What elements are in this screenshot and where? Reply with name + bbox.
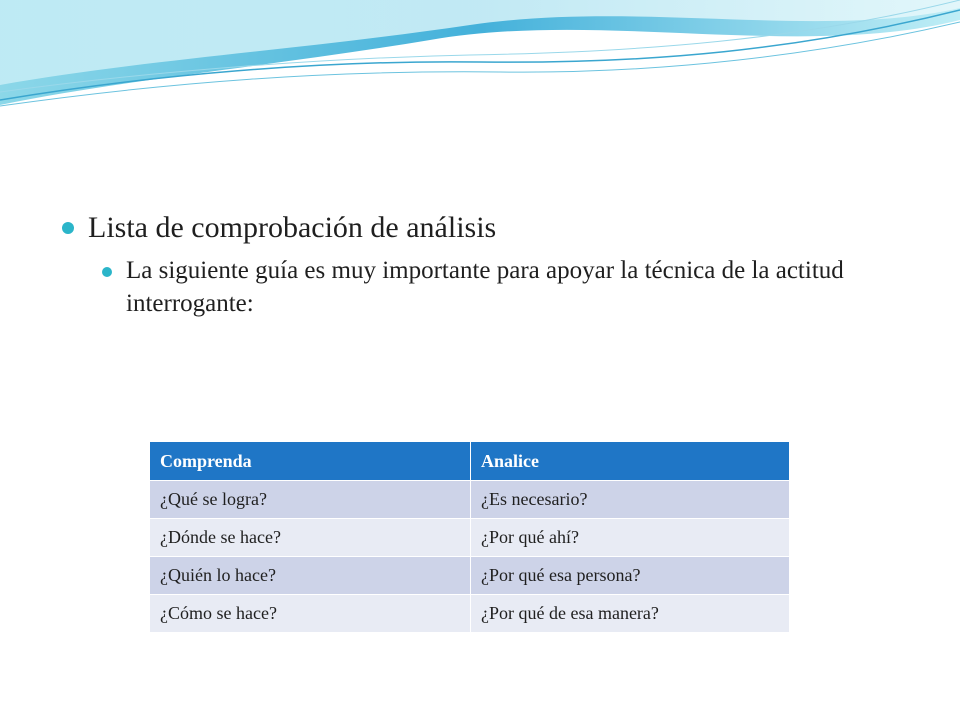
column-header-comprenda: Comprenda (150, 442, 471, 481)
table-cell: ¿Qué se logra? (150, 481, 471, 519)
table-header-row (150, 442, 790, 481)
table-cell: ¿Dónde se hace? (150, 519, 471, 557)
table-cell: ¿Quién lo hace? (150, 557, 471, 595)
table-cell: ¿Por qué de esa manera? (471, 595, 790, 633)
bullet-item-main (62, 208, 882, 248)
table-cell: ¿Cómo se hace? (150, 595, 471, 633)
bullet-main-text: Lista de comprobación de análisis (88, 211, 497, 244)
table-cell: ¿Por qué ahí? (471, 519, 790, 557)
table-row (150, 481, 790, 519)
table-row (150, 519, 790, 557)
table-cell: ¿Por qué esa persona? (471, 557, 790, 595)
bullet-dot-icon (102, 267, 112, 277)
bullet-item-sub (102, 254, 882, 320)
bullet-sub-text: La siguiente guía es muy importante para apoyar la técnica de la actitud interrogante: (126, 257, 844, 317)
bullet-dot-icon (62, 222, 74, 234)
analysis-checklist-table (150, 442, 790, 632)
column-header-analice: Analice (471, 442, 790, 481)
header-wave-decoration (0, 0, 960, 120)
table-row (150, 557, 790, 595)
table-row (150, 595, 790, 633)
table-cell: ¿Es necesario? (471, 481, 790, 519)
bullet-list (62, 208, 882, 320)
